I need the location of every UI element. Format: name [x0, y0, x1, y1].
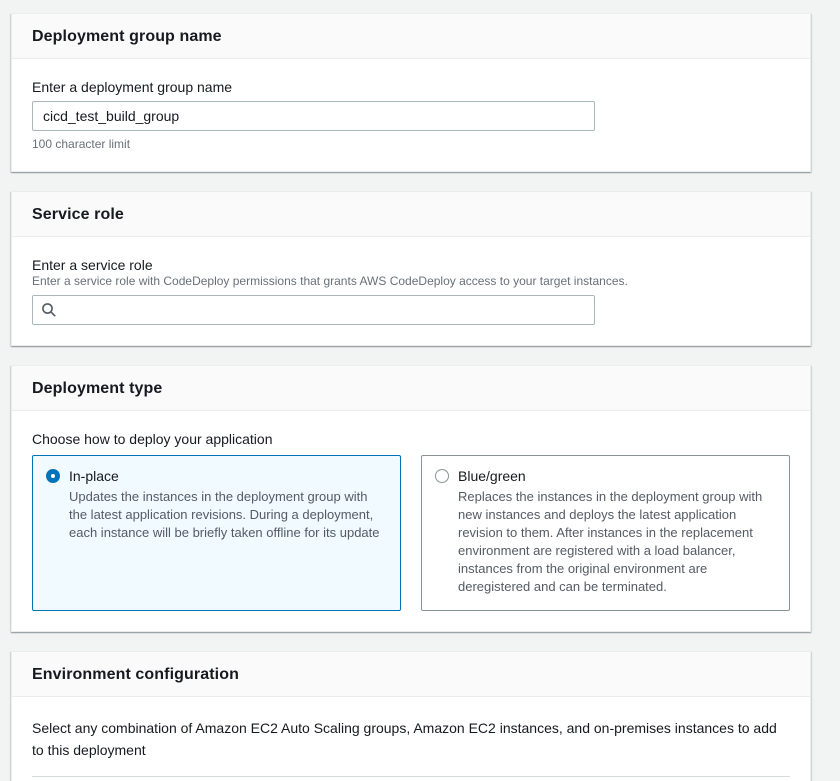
environment-configuration-body	[12, 697, 810, 781]
option-in-place-description: Updates the instances in the deployment group with the latest application revisions. During a deployment, each instance will be briefly taken offline for its update	[69, 489, 380, 540]
service-role-description: Enter a service role with CodeDeploy permissions that grants AWS CodeDeploy access to your target instances.	[32, 274, 628, 288]
option-in-place-label: In-place	[69, 468, 119, 484]
radio-unselected-icon[interactable]	[435, 469, 449, 483]
option-blue-green[interactable]	[421, 455, 790, 611]
deployment-group-name-input[interactable]	[32, 101, 595, 131]
service-role-label: Enter a service role	[32, 257, 153, 273]
option-blue-green-head	[435, 468, 775, 484]
deployment-group-name-body	[12, 59, 810, 171]
section-title: Deployment type	[32, 380, 163, 397]
option-in-place[interactable]	[32, 455, 401, 611]
deployment-type-header	[12, 366, 810, 411]
deployment-type-section	[11, 365, 811, 632]
option-in-place-head	[46, 468, 386, 484]
deployment-group-name-label: Enter a deployment group name	[32, 79, 233, 95]
deployment-type-label: Choose how to deploy your application	[32, 431, 273, 447]
service-role-body	[12, 237, 810, 345]
create-deployment-group-form	[11, 0, 811, 781]
deployment-type-body	[12, 411, 810, 631]
deployment-type-options	[32, 455, 790, 611]
deployment-group-name-header	[12, 14, 810, 59]
environment-configuration-description: Select any combination of Amazon EC2 Auto Scaling groups, Amazon EC2 instances, and on-premises instances to add to this deployment	[32, 720, 777, 758]
option-blue-green-label: Blue/green	[458, 468, 526, 484]
divider	[32, 776, 790, 777]
environment-configuration-section	[11, 651, 811, 781]
section-title: Deployment group name	[32, 28, 222, 45]
environment-configuration-header	[12, 652, 810, 697]
deployment-group-name-section	[11, 13, 811, 172]
option-blue-green-description: Replaces the instances in the deployment group with new instances and deploys the latest application revision to them. After instances in the replacement environment are registered with a load balancer, instances from the original environment are deregistered and can be terminated.	[458, 489, 763, 594]
radio-selected-icon[interactable]	[46, 469, 60, 483]
service-role-search-input[interactable]	[32, 295, 595, 325]
service-role-search	[32, 295, 595, 325]
service-role-header	[12, 192, 810, 237]
service-role-section	[11, 191, 811, 346]
character-limit-hint: 100 character limit	[32, 137, 131, 151]
section-title: Environment configuration	[32, 666, 239, 683]
section-title: Service role	[32, 206, 124, 223]
